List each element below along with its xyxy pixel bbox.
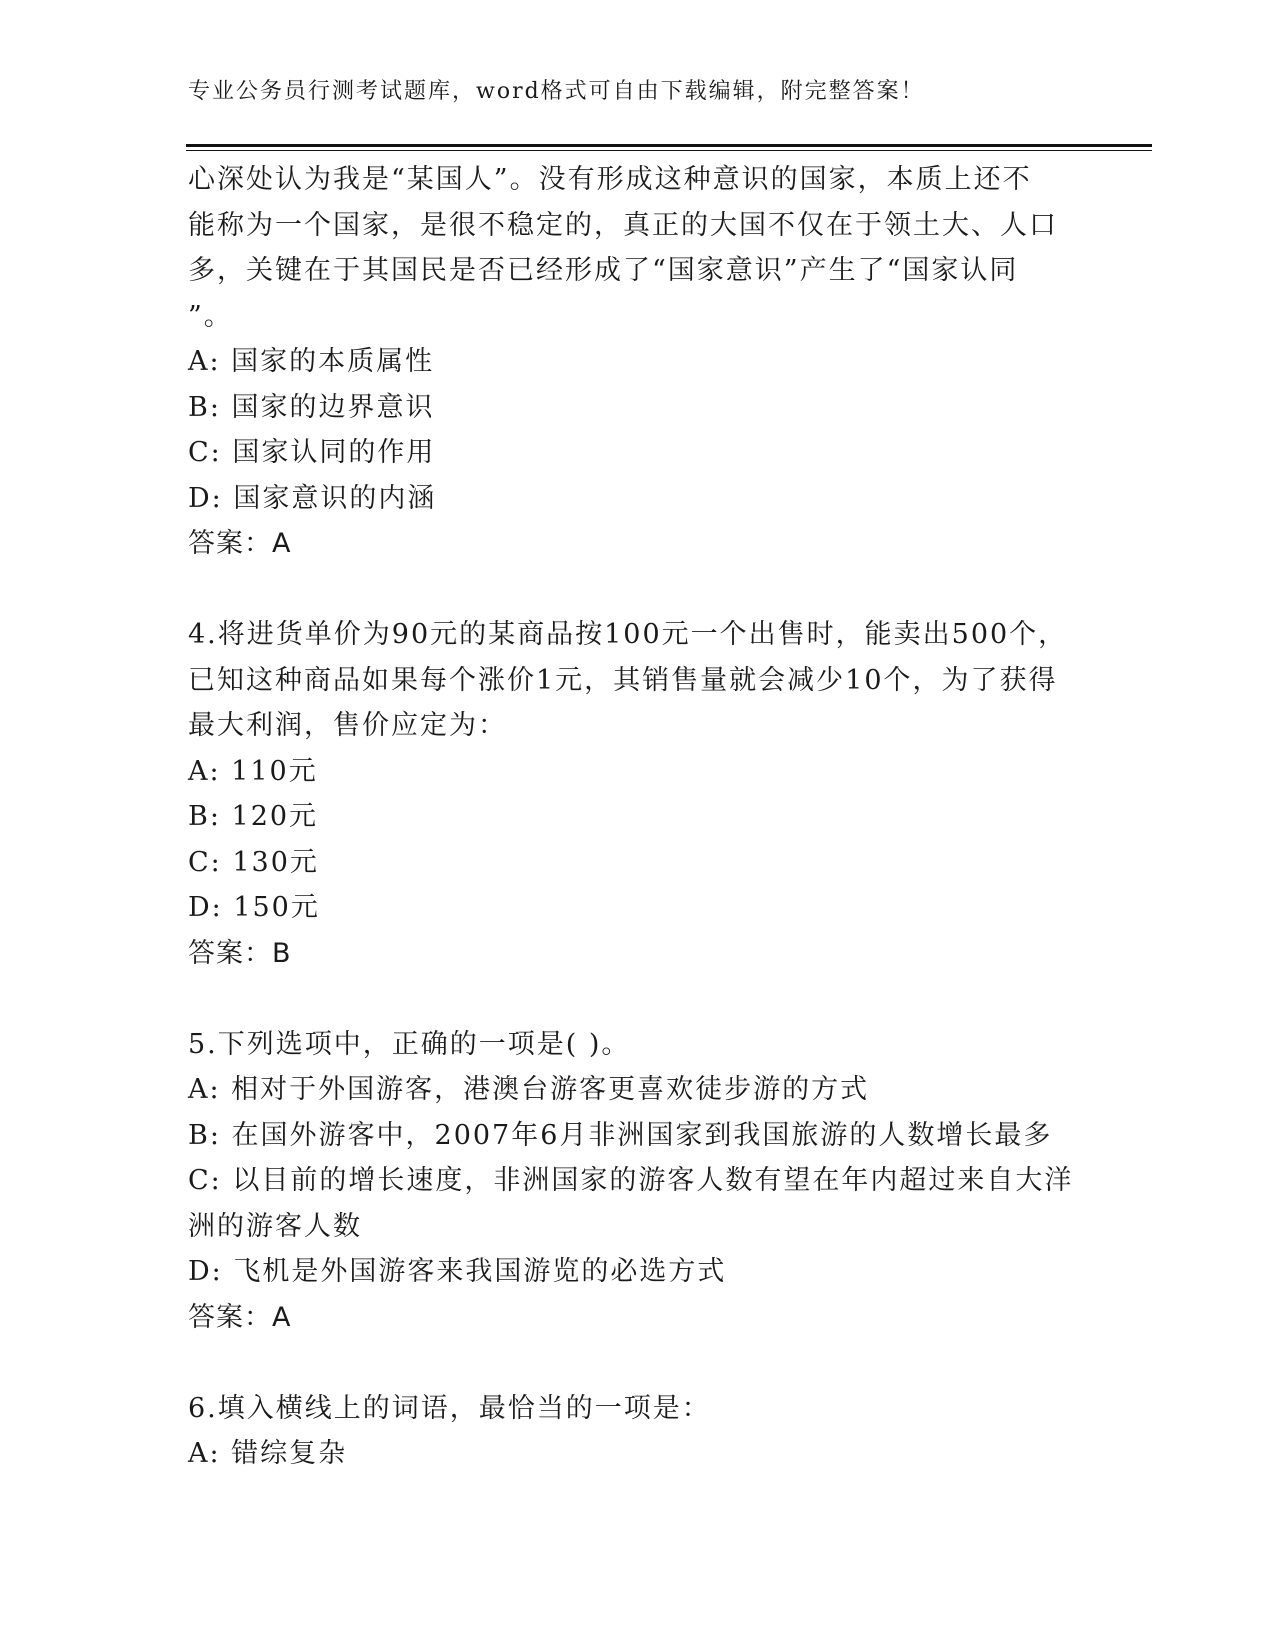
- question-6: [188, 1386, 1128, 1477]
- option-a: A: 国家的本质属性: [188, 346, 435, 377]
- question-5: [188, 1022, 1128, 1341]
- option-d: D: 国家意识的内涵: [188, 482, 437, 514]
- question-text-line: 6.填入横线上的词语，最恰当的一项是：: [188, 1392, 711, 1424]
- option-a: A: 110元: [188, 755, 318, 787]
- question-text-line: 已知这种商品如果每个涨价1元，其销售量就会减少10个，为了获得: [188, 664, 1058, 696]
- question-text-line: 能称为一个国家，是很不稳定的，真正的大国不仅在于领土大、人口: [188, 209, 1058, 241]
- option-c: C: 以目前的增长速度，非洲国家的游客人数有望在年内超过来自大洋: [188, 1165, 1074, 1196]
- option-b: B: 国家的边界意识: [188, 391, 435, 423]
- header-divider-thin: [186, 150, 1152, 151]
- question-text-line: 心深处认为我是“某国人”。没有形成这种意识的国家，本质上还不: [188, 164, 1032, 195]
- spacer: [188, 567, 1128, 613]
- option-a: A: 相对于外国游客，港澳台游客更喜欢徒步游的方式: [188, 1074, 870, 1105]
- option-d: D: 150元: [188, 892, 320, 923]
- question-text-line: 4.将进货单价为90元的某商品按100元一个出售时，能卖出500个，: [188, 619, 1068, 650]
- question-text-line: ”。: [188, 300, 233, 332]
- page-header: 专业公务员行测考试题库，word格式可自由下载编辑，附完整答案！: [188, 79, 925, 104]
- question-4: [188, 612, 1128, 976]
- spacer: [188, 1340, 1128, 1386]
- option-d: D: 飞机是外国游客来我国游览的必选方式: [188, 1256, 727, 1287]
- option-c: C: 130元: [188, 846, 319, 878]
- option-b: B: 在国外游客中，2007年6月非洲国家到我国旅游的人数增长最多: [188, 1119, 1053, 1151]
- document-body: [188, 157, 1128, 1477]
- option-c-continuation: 洲的游客人数: [188, 1210, 362, 1242]
- spacer: [188, 976, 1128, 1022]
- question-text-line: 最大利润，售价应定为：: [188, 710, 507, 741]
- answer-label: 答案：A: [188, 528, 292, 559]
- answer-label: 答案：A: [188, 1301, 292, 1333]
- question-3-continuation: [188, 157, 1128, 567]
- option-c: C: 国家认同的作用: [188, 437, 436, 468]
- question-text-line: 多，关键在于其国民是否已经形成了“国家意识”产生了“国家认同: [188, 255, 1019, 286]
- header-divider-thick: [186, 144, 1152, 147]
- option-a: A: 错综复杂: [188, 1438, 348, 1469]
- option-b: B: 120元: [188, 801, 319, 832]
- answer-label: 答案：B: [188, 937, 292, 969]
- question-text-line: 5.下列选项中，正确的一项是( )。: [188, 1028, 631, 1060]
